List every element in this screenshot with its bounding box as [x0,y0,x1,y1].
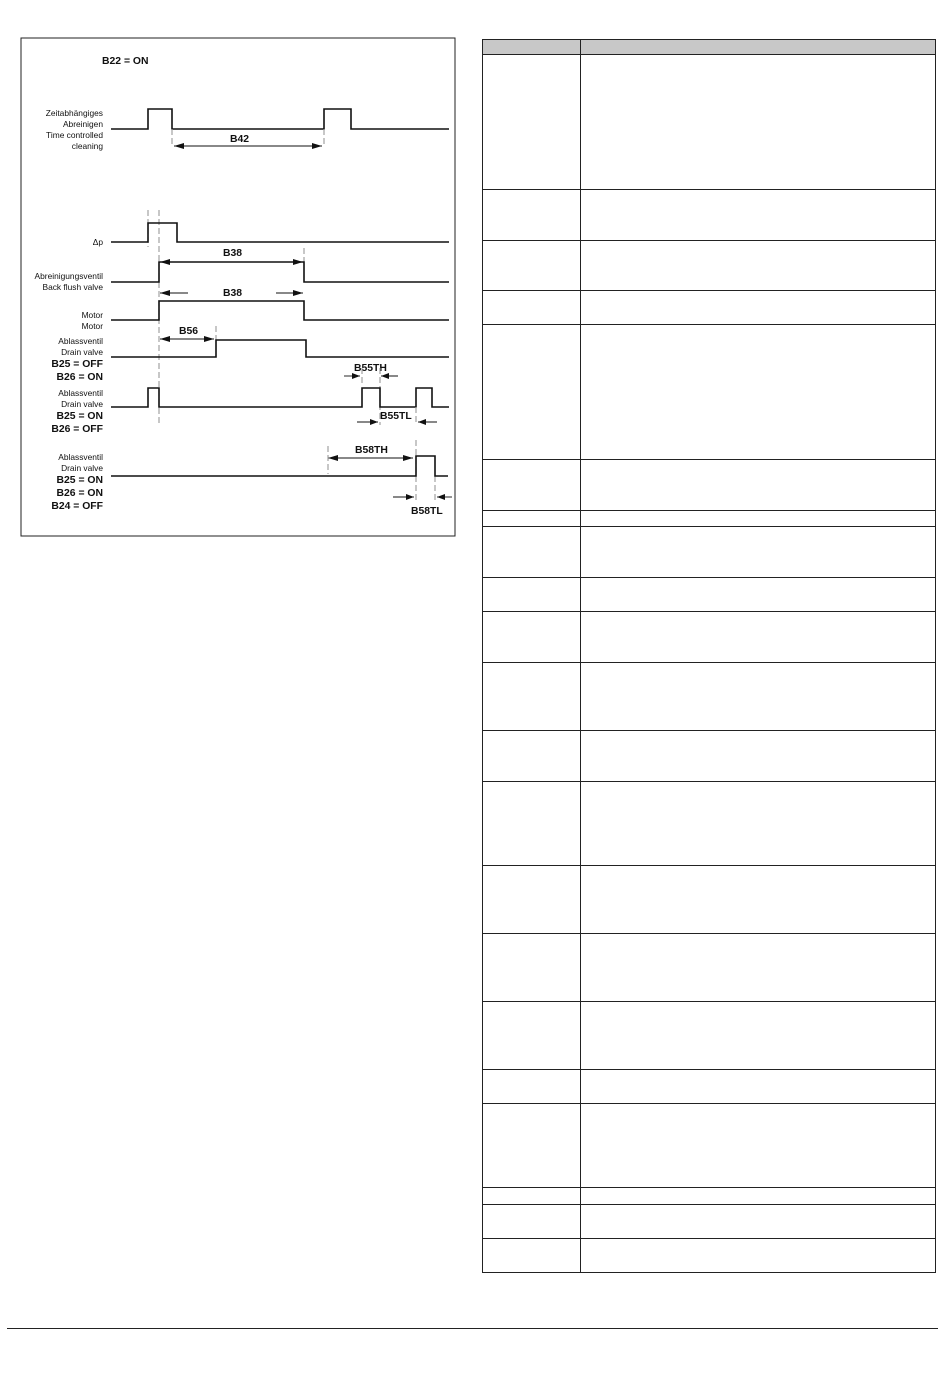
table-row [483,934,936,1002]
svg-text:Ablassventil: Ablassventil [58,336,103,346]
condition-b22: B22 = ON [102,56,149,67]
svg-text:Drain valve: Drain valve [61,399,103,409]
table-row [483,241,936,291]
table-row [483,190,936,241]
table-row [483,527,936,578]
svg-text:B38: B38 [223,288,243,299]
svg-text:Abreinigen: Abreinigen [62,119,103,129]
svg-text:Motor: Motor [81,310,103,320]
svg-text:B56: B56 [179,326,199,337]
table-row [483,55,936,190]
signal-drain-valve-3 [51,452,448,512]
timer-b42 [174,134,322,149]
table-row [483,325,936,460]
table-row [483,1205,936,1239]
timer-b38-motor [160,288,303,299]
svg-text:B58TH: B58TH [355,445,388,456]
svg-text:Drain valve: Drain valve [61,463,103,473]
svg-text:B38: B38 [223,248,243,259]
svg-text:Ablassventil: Ablassventil [58,388,103,398]
table-row [483,578,936,612]
table-row [483,291,936,325]
svg-text:Drain valve: Drain valve [61,347,103,357]
signal-motor [82,301,449,331]
table-row [483,1104,936,1188]
table-row [483,511,936,527]
svg-text:Δp: Δp [92,237,103,247]
parameter-table [482,39,936,1273]
footer-rule [7,1328,938,1329]
svg-text:Abreinigungsventil: Abreinigungsventil [34,271,103,281]
svg-text:Zeitabhängiges: Zeitabhängiges [45,108,103,118]
table-header-row [483,40,936,55]
signal-dp [93,223,449,247]
table-row [483,782,936,866]
table-row [483,1239,936,1273]
svg-text:B25 = ON: B25 = ON [56,411,103,422]
timer-b58tl [393,494,452,517]
svg-text:B55TH: B55TH [354,363,387,374]
svg-text:B55TL: B55TL [380,411,412,422]
svg-text:B26 = OFF: B26 = OFF [51,424,103,435]
svg-text:Motor: Motor [81,321,103,331]
svg-text:B25 = OFF: B25 = OFF [51,359,103,370]
svg-text:Back flush valve: Back flush valve [42,282,103,292]
timer-b56 [160,326,216,342]
table-row [483,731,936,782]
svg-text:B58TL: B58TL [411,506,443,517]
table-row [483,460,936,511]
svg-text:cleaning: cleaning [71,141,103,151]
svg-text:B24 = OFF: B24 = OFF [51,501,103,512]
table-row [483,1002,936,1070]
svg-text:Ablassventil: Ablassventil [58,452,103,462]
timer-b58th [328,440,435,500]
svg-text:B25 = ON: B25 = ON [56,475,103,486]
table-row [483,1070,936,1104]
svg-text:Time controlled: Time controlled [46,130,103,140]
svg-text:B42: B42 [230,134,250,145]
table-row [483,612,936,663]
svg-text:B26 = ON: B26 = ON [56,372,103,383]
svg-text:B26 = ON: B26 = ON [56,488,103,499]
table-row [483,1188,936,1205]
table-row [483,663,936,731]
timer-b55tl [357,407,437,425]
table-row [483,866,936,934]
